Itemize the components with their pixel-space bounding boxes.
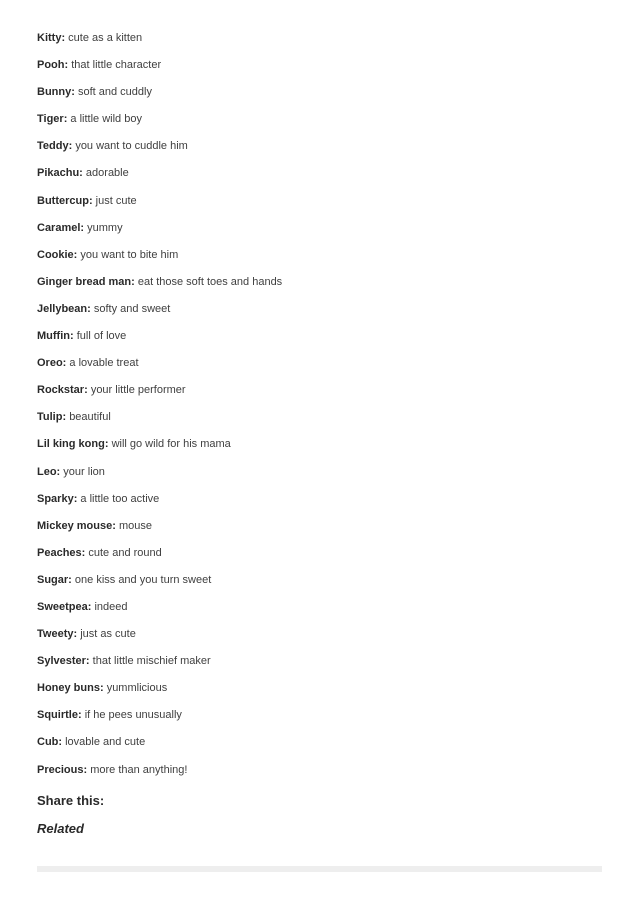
nickname-description: will go wild for his mama (111, 438, 231, 451)
list-item (37, 545, 602, 572)
nickname-description: a little wild boy (70, 113, 142, 126)
list-item (37, 84, 602, 111)
list-item (37, 518, 602, 545)
list-item (37, 111, 602, 138)
nickname-term: Leo: (37, 465, 61, 478)
nickname-description: a little too active (80, 492, 160, 505)
nickname-description: if he pees unusually (84, 709, 182, 722)
nickname-list (37, 30, 602, 838)
nickname-description: just as cute (80, 628, 136, 641)
nickname-description: full of love (76, 330, 127, 343)
nickname-term: Cookie: (37, 248, 78, 261)
nickname-description: beautiful (69, 411, 111, 424)
nickname-description: lovable and cute (65, 736, 146, 749)
nickname-term: Pikachu: (37, 167, 83, 180)
nickname-term: Lil king kong: (37, 438, 109, 451)
nickname-term: Precious: (37, 763, 88, 776)
nickname-description: mouse (118, 519, 152, 532)
nickname-description: that little character (71, 59, 162, 72)
nickname-term: Sparky: (37, 492, 78, 505)
list-item (37, 57, 602, 84)
list-item (37, 165, 602, 192)
nickname-description: just cute (95, 194, 137, 207)
nickname-description: adorable (85, 167, 129, 180)
nickname-term: Ginger bread man: (37, 275, 135, 288)
list-item (37, 193, 602, 220)
list-item (37, 247, 602, 274)
nickname-term: Squirtle: (37, 709, 82, 722)
nickname-description: more than anything! (90, 763, 188, 776)
nickname-term: Honey buns: (37, 682, 104, 695)
list-item (37, 762, 602, 789)
nickname-term: Pooh: (37, 59, 69, 72)
list-item (37, 599, 602, 626)
list-item (37, 436, 602, 463)
nickname-term: Jellybean: (37, 302, 91, 315)
list-item (37, 220, 602, 247)
nickname-term: Peaches: (37, 546, 86, 559)
nickname-term: Teddy: (37, 140, 73, 153)
nickname-term: Sweetpea: (37, 600, 92, 613)
nickname-description: you want to bite him (80, 248, 179, 261)
nickname-description: your lion (63, 465, 105, 478)
list-item (37, 138, 602, 165)
nickname-term: Caramel: (37, 221, 85, 234)
nickname-description: you want to cuddle him (75, 140, 188, 153)
nickname-description: indeed (94, 600, 128, 613)
list-item (37, 680, 602, 707)
nickname-description: eat those soft toes and hands (137, 275, 283, 288)
list-item (37, 653, 602, 680)
nickname-term: Sugar: (37, 573, 72, 586)
list-item (37, 409, 602, 436)
nickname-term: Sylvester: (37, 655, 90, 668)
nickname-term: Rockstar: (37, 384, 88, 397)
related-heading: Related (37, 820, 84, 836)
list-item (37, 301, 602, 328)
list-item (37, 491, 602, 518)
nickname-term: Tweety: (37, 628, 78, 641)
nickname-term: Cub: (37, 736, 63, 749)
nickname-term: Muffin: (37, 330, 74, 343)
list-item (37, 734, 602, 761)
list-item (37, 382, 602, 409)
nickname-term: Mickey mouse: (37, 519, 116, 532)
nickname-term: Tiger: (37, 113, 68, 126)
nickname-description: a lovable treat (69, 357, 139, 370)
list-item (37, 355, 602, 382)
nickname-description: one kiss and you turn sweet (74, 573, 212, 586)
nickname-description: your little performer (90, 384, 186, 397)
list-item (37, 572, 602, 599)
nickname-term: Buttercup: (37, 194, 93, 207)
list-item (37, 464, 602, 491)
nickname-term: Bunny: (37, 86, 75, 99)
nickname-term: Kitty: (37, 32, 66, 44)
nickname-description: yummlicious (106, 682, 168, 695)
nickname-description: that little mischief maker (92, 655, 211, 668)
list-item (37, 30, 602, 57)
list-item (37, 274, 602, 301)
nickname-description: softy and sweet (93, 302, 171, 315)
share-heading: Share this: (37, 792, 105, 808)
nickname-description: cute as a kitten (68, 32, 143, 44)
bottom-divider-bar (37, 866, 602, 872)
list-item (37, 328, 602, 355)
list-item (37, 626, 602, 653)
nickname-description: soft and cuddly (77, 86, 152, 99)
nickname-term: Oreo: (37, 357, 67, 370)
nickname-description: cute and round (88, 546, 162, 559)
list-item (37, 707, 602, 734)
nickname-description: yummy (87, 221, 123, 234)
nickname-term: Tulip: (37, 411, 67, 424)
